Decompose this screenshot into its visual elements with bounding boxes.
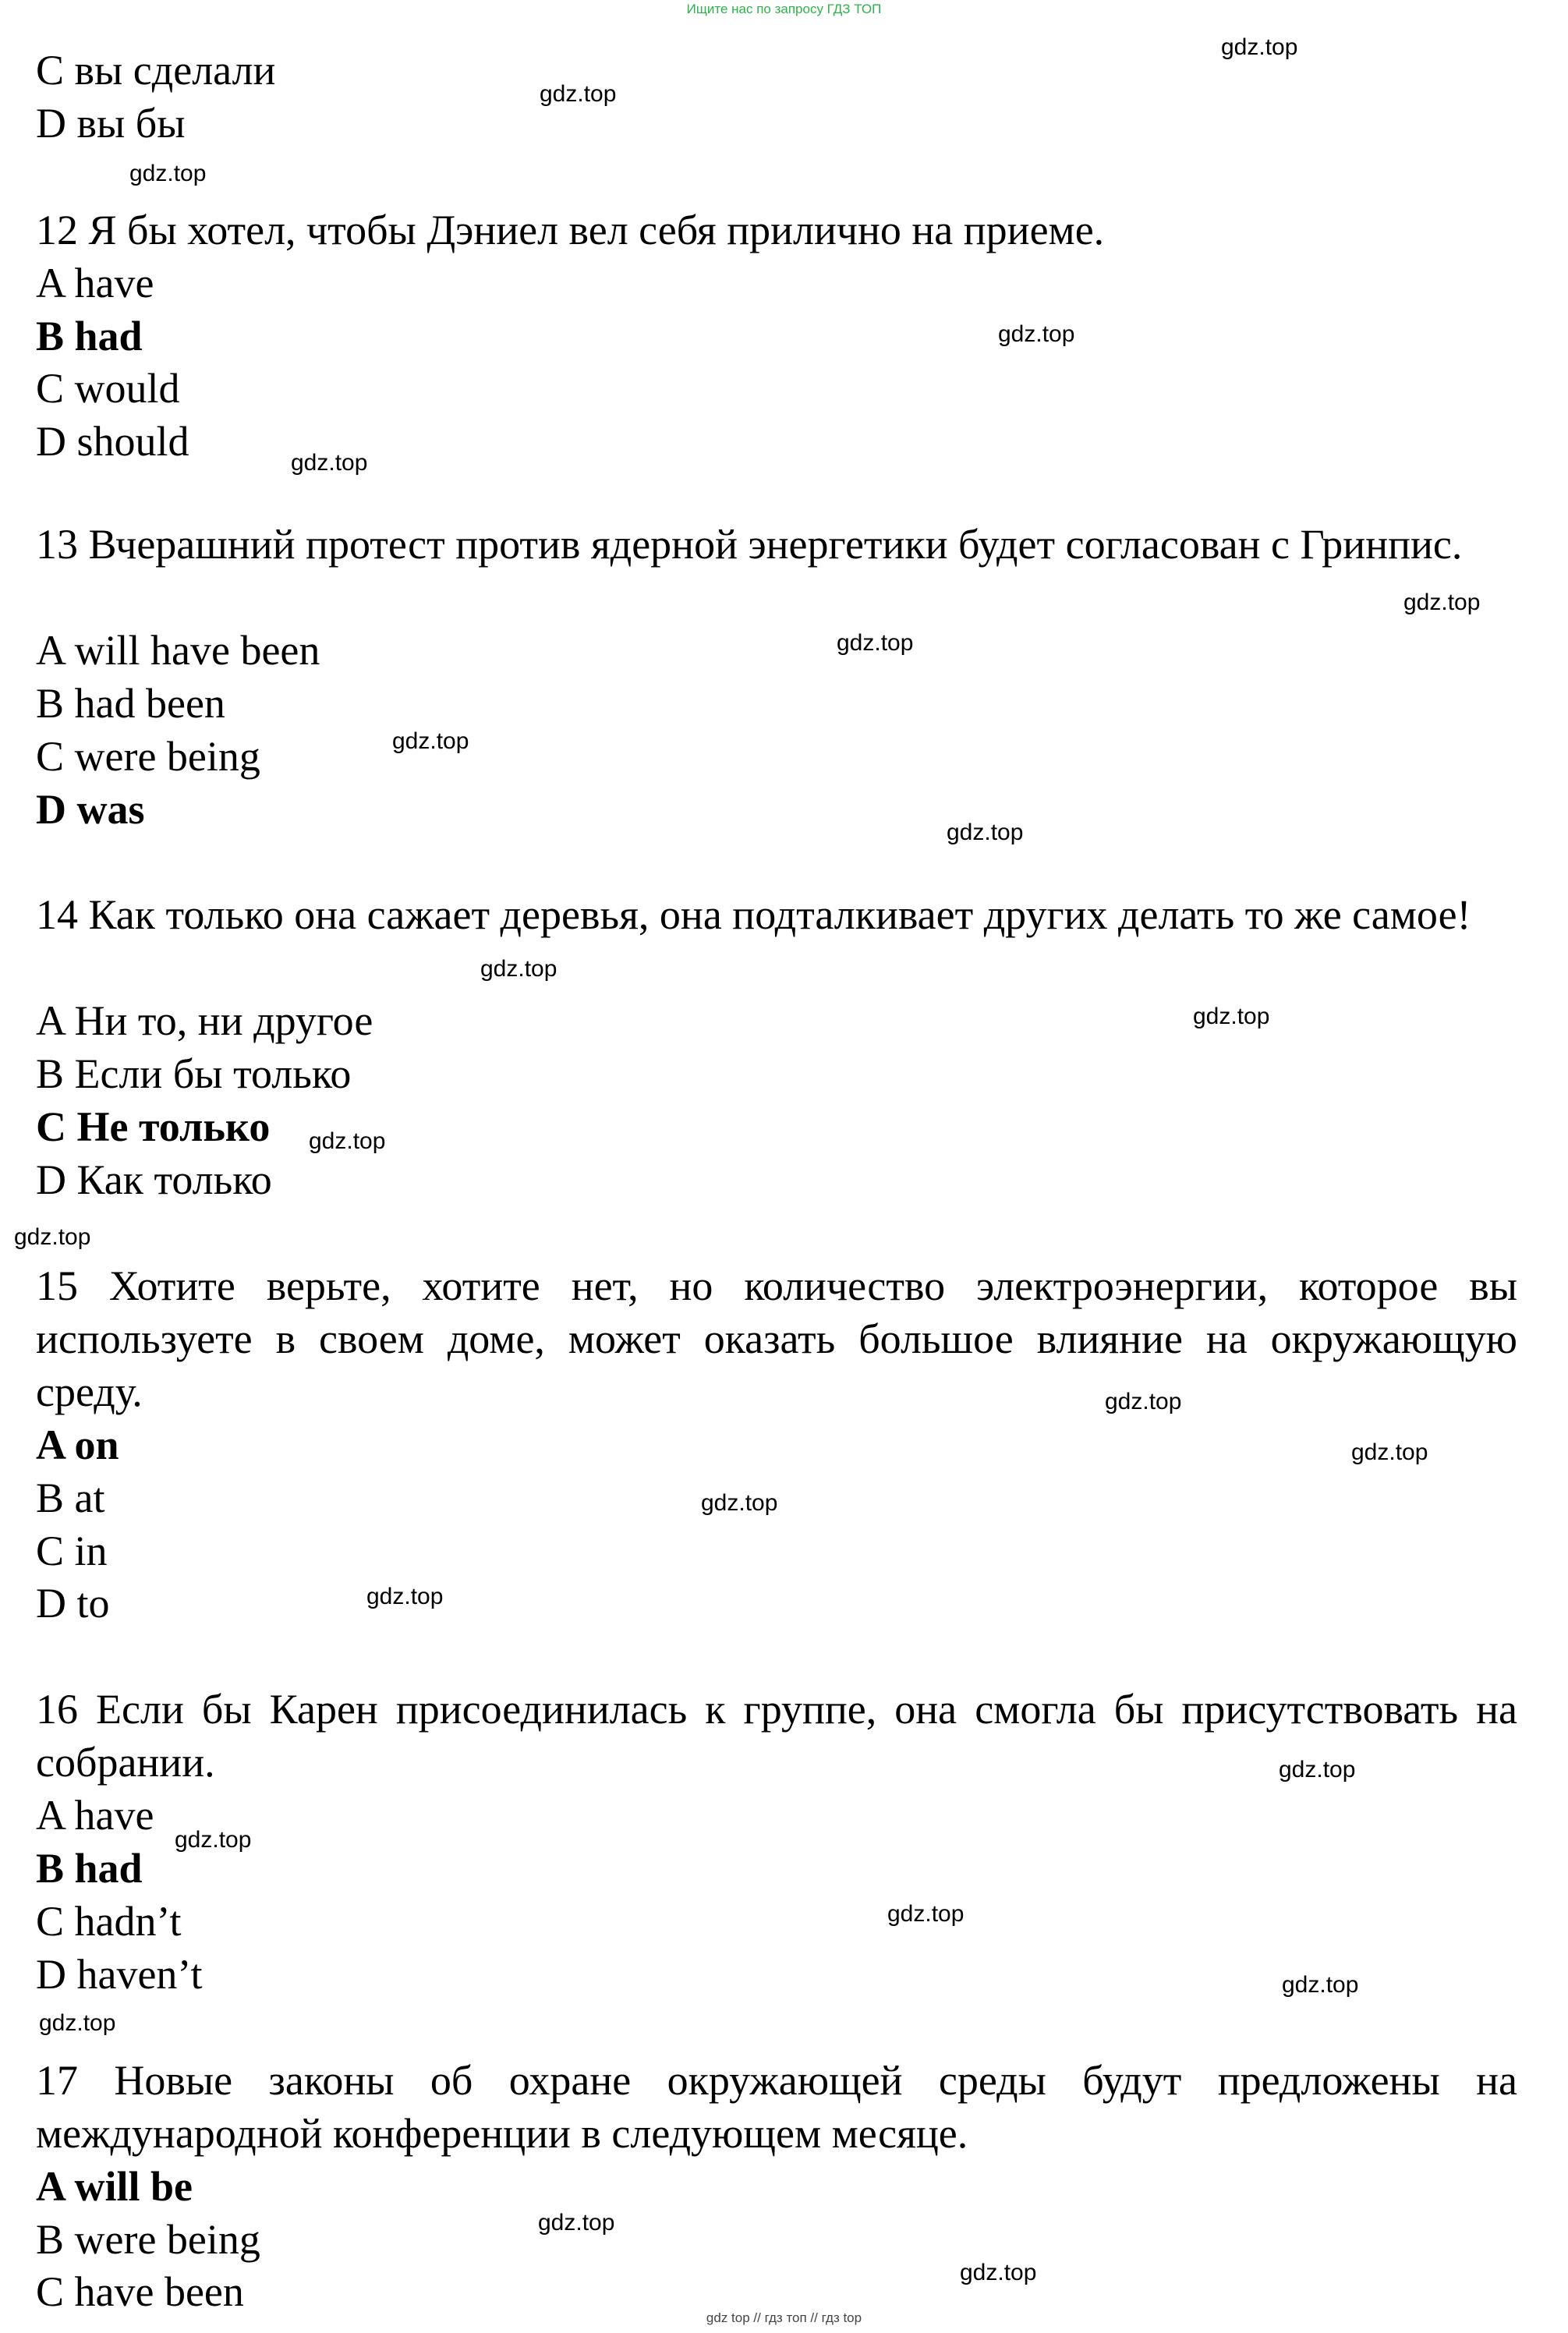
q12-option-d: D should (36, 418, 189, 465)
watermark: gdz.top (960, 2260, 1037, 2285)
q14-option-b: B Если бы только (36, 1050, 352, 1097)
watermark: gdz.top (480, 956, 557, 982)
q13-option-b: B had been (36, 680, 225, 727)
watermark: gdz.top (887, 1901, 965, 1927)
q15-option-c: C in (36, 1528, 108, 1574)
q15-option-d: D to (36, 1580, 110, 1627)
q13-option-d: D was (36, 786, 145, 833)
q16-option-d: D haven’t (36, 1951, 203, 1998)
footer-banner: gdz top // гдз топ // гдз top (706, 2310, 862, 2325)
question-14-text: 14 Как только она сажает деревья, она подталкивает других делать то же самое! (36, 891, 1471, 938)
watermark: gdz.top (1105, 1389, 1182, 1414)
question-12-text: 12 Я бы хотел, чтобы Дэниел вел себя прилично на приеме. (36, 207, 1105, 253)
q17-option-b: B were being (36, 2216, 260, 2263)
watermark: gdz.top (540, 81, 617, 107)
watermark: gdz.top (392, 728, 469, 754)
q12-option-b: B had (36, 313, 143, 359)
q16-option-c: C hadn’t (36, 1898, 182, 1945)
q15-option-a: A on (36, 1421, 119, 1468)
watermark: gdz.top (175, 1827, 252, 1853)
q12-option-a: A have (36, 260, 154, 306)
q16-option-a: A have (36, 1792, 154, 1839)
watermark: gdz.top (947, 820, 1024, 845)
watermark: gdz.top (998, 321, 1075, 347)
q14-option-a: A Ни то, ни другое (36, 997, 373, 1044)
question-16-text: 16 Если бы Карен присоединилась к группе, она смогла бы присутствовать на собрании. (36, 1686, 1517, 1786)
q14-option-c: C Не только (36, 1103, 271, 1150)
option-line: D вы бы (36, 100, 186, 147)
watermark: gdz.top (1279, 1757, 1356, 1782)
watermark: gdz.top (1351, 1439, 1428, 1465)
question-13-text: 13 Вчерашний протест против ядерной энергетики будет согласован с Гринпис. (36, 521, 1463, 568)
watermark: gdz.top (837, 630, 914, 656)
question-15-text: 15 Хотите верьте, хотите нет, но количество электроэнергии, которое вы используете в своем доме, может оказать большое влияние на окружающую среду. (36, 1262, 1517, 1415)
q12-option-c: C would (36, 365, 180, 412)
watermark: gdz.top (1403, 589, 1481, 615)
watermark: gdz.top (701, 1490, 778, 1516)
q15-option-b: B at (36, 1474, 105, 1521)
search-banner: Ищите нас по запросу ГДЗ ТОП (686, 2, 882, 16)
q17-option-a: A will be (36, 2163, 193, 2210)
watermark: gdz.top (129, 161, 207, 186)
watermark: gdz.top (39, 2010, 116, 2036)
watermark: gdz.top (1221, 34, 1298, 60)
q16-option-b: B had (36, 1845, 143, 1892)
q14-option-d: D Как только (36, 1156, 272, 1203)
watermark: gdz.top (1193, 1004, 1270, 1029)
watermark: gdz.top (291, 450, 368, 476)
watermark: gdz.top (366, 1584, 444, 1609)
q13-option-a: A will have been (36, 627, 320, 674)
q17-option-c: C have been (36, 2268, 244, 2315)
watermark: gdz.top (538, 2210, 615, 2236)
option-line: C вы сделали (36, 47, 276, 94)
question-17-text: 17 Новые законы об охране окружающей среды будут предложены на международной конференции в следующем месяце. (36, 2057, 1517, 2157)
watermark: gdz.top (1282, 1972, 1359, 1998)
watermark: gdz.top (14, 1224, 91, 1250)
q13-option-c: C were being (36, 733, 260, 780)
watermark: gdz.top (309, 1128, 386, 1154)
